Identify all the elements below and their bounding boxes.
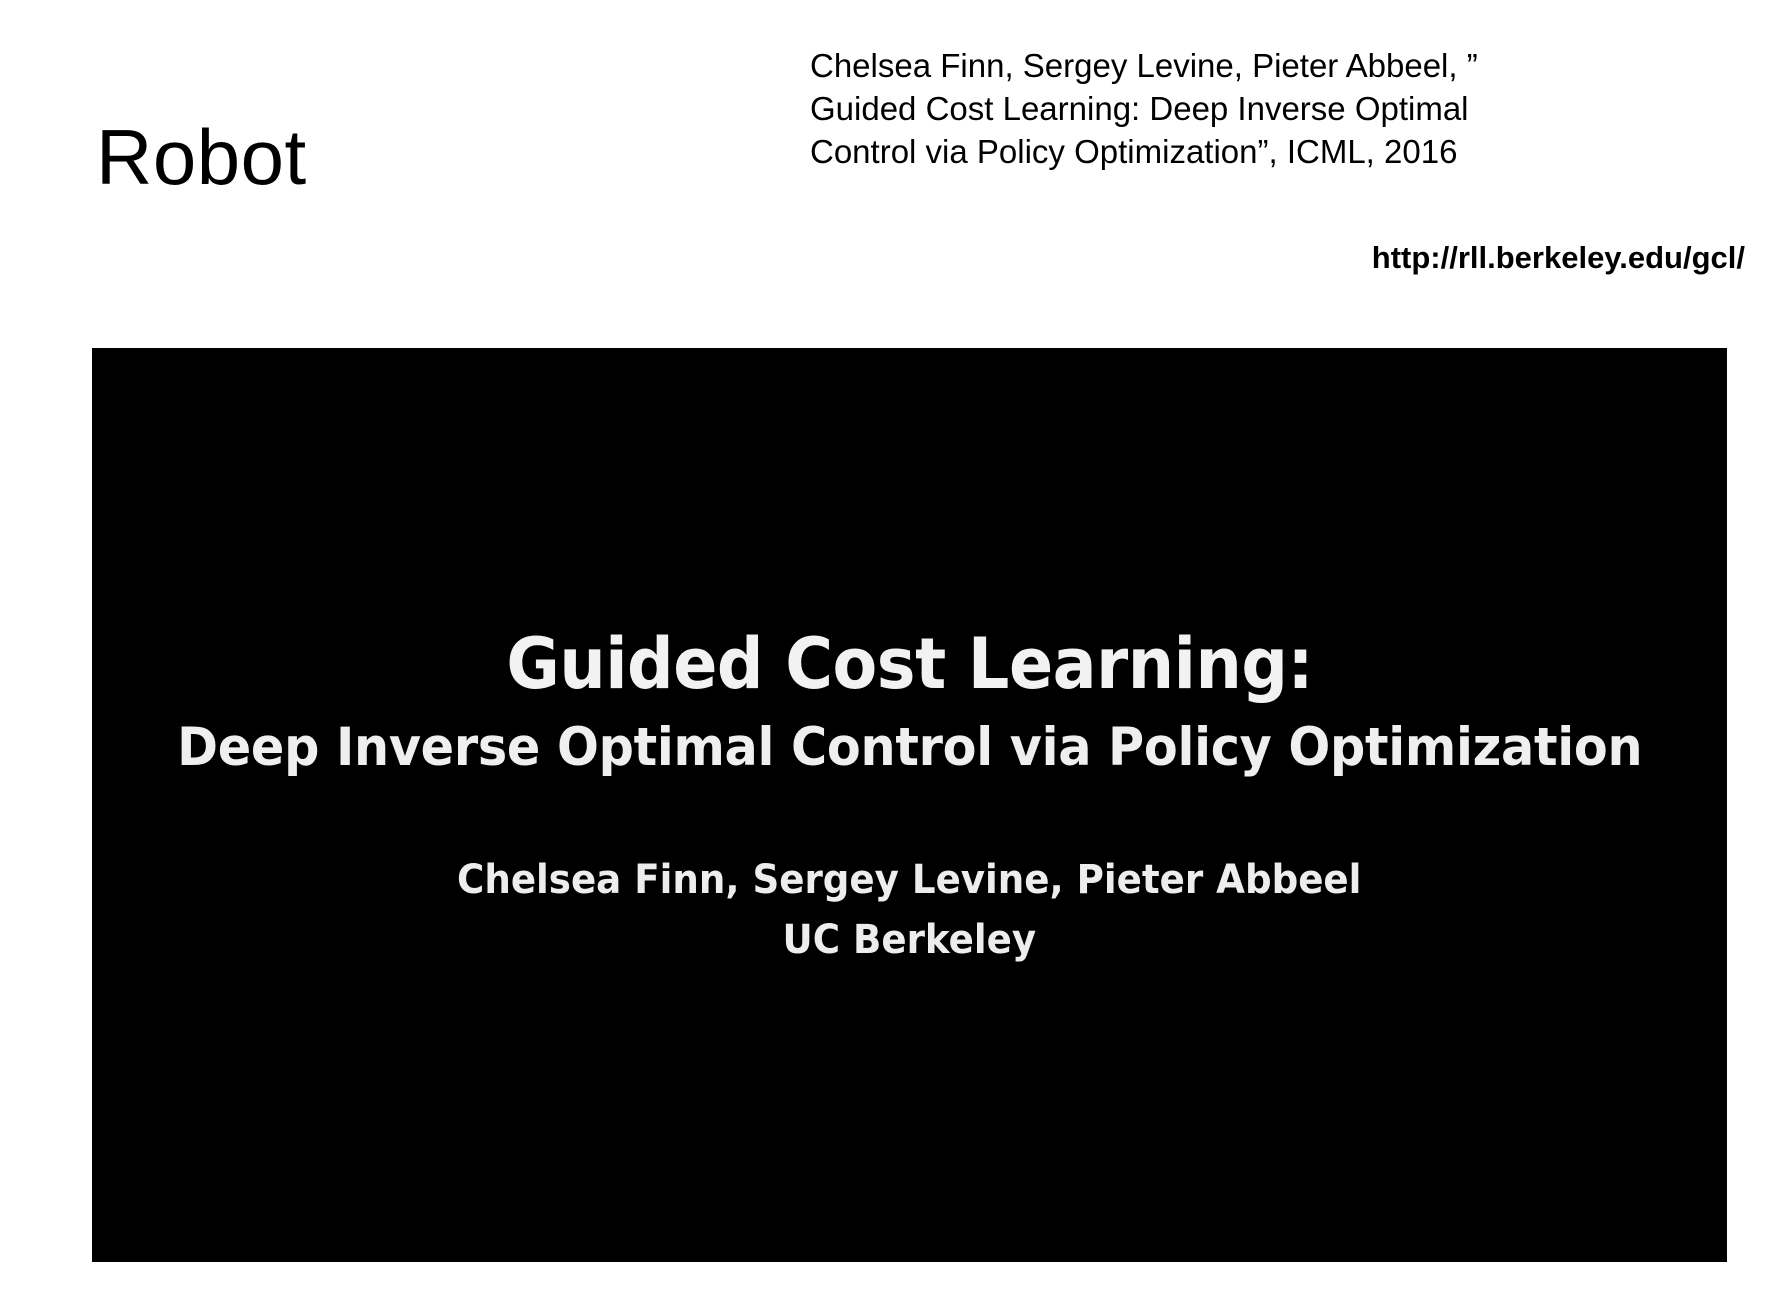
citation-line: Guided Cost Learning: Deep Inverse Optimal — [810, 89, 1469, 127]
citation-line: Chelsea Finn, Sergey Levine, Pieter Abbeel, ” — [810, 47, 1478, 84]
video-title-card — [92, 348, 1727, 1262]
citation-block — [810, 45, 1745, 174]
video-authors: Chelsea Finn, Sergey Levine, Pieter Abbeel — [457, 857, 1362, 903]
citation-line: Control via Policy Optimization”, ICML, 2016 — [810, 132, 1458, 170]
video-affiliation: UC Berkeley — [782, 917, 1037, 963]
video-embed[interactable] — [92, 348, 1727, 1262]
video-subtitle: Deep Inverse Optimal Control via Policy Optimization — [176, 717, 1643, 778]
video-title: Guided Cost Learning: — [506, 623, 1313, 705]
page-title: Robot — [96, 113, 307, 201]
citation-url-link[interactable]: http://rll.berkeley.edu/gcl/ — [1371, 240, 1745, 275]
